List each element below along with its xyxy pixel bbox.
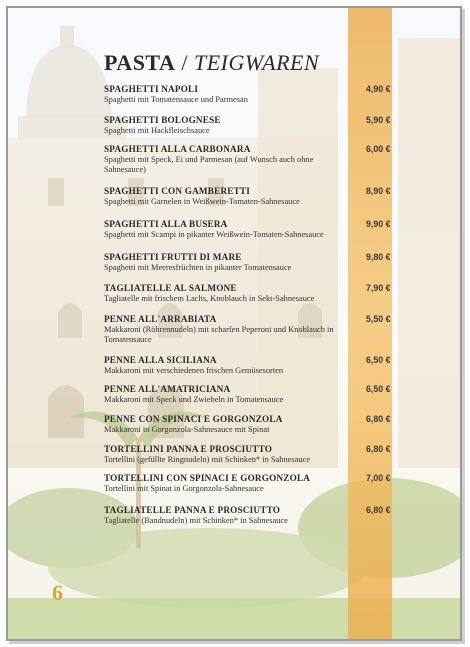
item-description: Spaghetti mit Hackfleischsauce	[104, 126, 210, 135]
title-subtitle: TEIGWAREN	[193, 50, 320, 75]
item-description: Tortellini (gefüllte Ringnudeln) mit Schinken* in Sahnesauce	[104, 455, 310, 464]
item-description: Makkaroni (Röhrennudeln) mit scharfen Peperoni und Knoblauch in Tomatensauce	[104, 325, 334, 344]
menu-item	[104, 283, 394, 304]
page-title	[104, 50, 319, 76]
menu-item	[104, 505, 394, 526]
item-name: SPAGHETTI BOLOGNESE	[104, 115, 221, 125]
item-description: Makkaroni mit verschiedenen frischen Gemüsesorten	[104, 366, 284, 375]
item-name: TORTELLINI CON SPINACI E GORGONZOLA	[104, 473, 311, 483]
item-description: Spaghetti mit Scampi in pikanter Weißwein-Tomaten-Sahnesauce	[104, 230, 324, 239]
menu-item	[104, 252, 394, 273]
item-description: Tortellini mit Spinat in Gorgonzola-Sahnesauce	[104, 484, 264, 493]
item-description: Spaghetti mit Tomatensauce und Parmesan	[104, 95, 248, 104]
menu-item	[104, 84, 394, 105]
item-name: SPAGHETTI FRUTTI DI MARE	[104, 252, 242, 262]
menu-item	[104, 219, 394, 240]
item-price: 6,80 €	[366, 414, 391, 424]
item-name: PENNE CON SPINACI E GORGONZOLA	[104, 414, 283, 424]
menu-page	[6, 6, 462, 641]
item-price: 5,50 €	[366, 314, 391, 324]
item-price: 6,80 €	[366, 444, 391, 454]
item-description: Spaghetti mit Speck, Ei und Parmesan (auf Wunsch auch ohne Sahnesauce)	[104, 155, 314, 174]
menu-item	[104, 414, 394, 435]
menu-item	[104, 144, 394, 175]
item-name: SPAGHETTI ALLA BUSERA	[104, 219, 228, 229]
item-description: Spaghetti mit Meeresfrüchten in pikanter Tomatensauce	[104, 263, 292, 272]
menu-item	[104, 473, 394, 494]
menu-item	[104, 115, 394, 136]
item-price: 5,90 €	[366, 115, 391, 125]
item-name: SPAGHETTI NAPOLI	[104, 84, 199, 94]
item-price: 6,80 €	[366, 505, 391, 515]
item-description: Makkaroni in Gorgonzola-Sahnesauce mit Spinat	[104, 425, 270, 434]
menu-item	[104, 355, 394, 376]
menu-item	[104, 384, 394, 405]
item-name: TAGLIATELLE AL SALMONE	[104, 283, 237, 293]
item-name: TORTELLINI PANNA E PROSCIUTTO	[104, 444, 273, 454]
item-name: PENNE ALL'ARRABIATA	[104, 314, 217, 324]
item-price: 7,90 €	[366, 283, 391, 293]
item-price: 9,90 €	[366, 219, 391, 229]
menu-item	[104, 314, 394, 345]
item-name: SPAGHETTI ALLA CARBONARA	[104, 144, 251, 154]
item-price: 6,50 €	[366, 384, 391, 394]
menu-item-list	[104, 84, 394, 526]
item-description: Tagliatelle (Bandnudeln) mit Schinken* in Sahnesauce	[104, 516, 288, 525]
item-price: 4,90 €	[366, 84, 391, 94]
title-main: PASTA	[104, 50, 176, 75]
item-description: Makkaroni mit Speck und Zwiebeln in Tomatensauce	[104, 395, 284, 404]
item-description: Tagliatelle mit frischem Lachs, Knoblauch in Sekt-Sahnesauce	[104, 294, 315, 303]
item-price: 9,80 €	[366, 252, 391, 262]
item-description: Spaghetti mit Garnelen in Weißwein-Tomaten-Sahnesauce	[104, 197, 300, 206]
page-number: 6	[52, 580, 63, 605]
title-separator: /	[175, 50, 194, 75]
item-price: 7,00 €	[366, 473, 391, 483]
item-name: SPAGHETTI CON GAMBERETTI	[104, 186, 251, 196]
menu-item	[104, 186, 394, 207]
item-name: TAGLIATELLE PANNA E PROSCIUTTO	[104, 505, 281, 515]
item-price: 6,50 €	[366, 355, 391, 365]
item-price: 6,00 €	[366, 144, 391, 154]
item-name: PENNE ALL'AMATRICIANA	[104, 384, 231, 394]
item-price: 8,90 €	[366, 186, 391, 196]
menu-item	[104, 444, 394, 465]
item-name: PENNE ALLA SICILIANA	[104, 355, 217, 365]
